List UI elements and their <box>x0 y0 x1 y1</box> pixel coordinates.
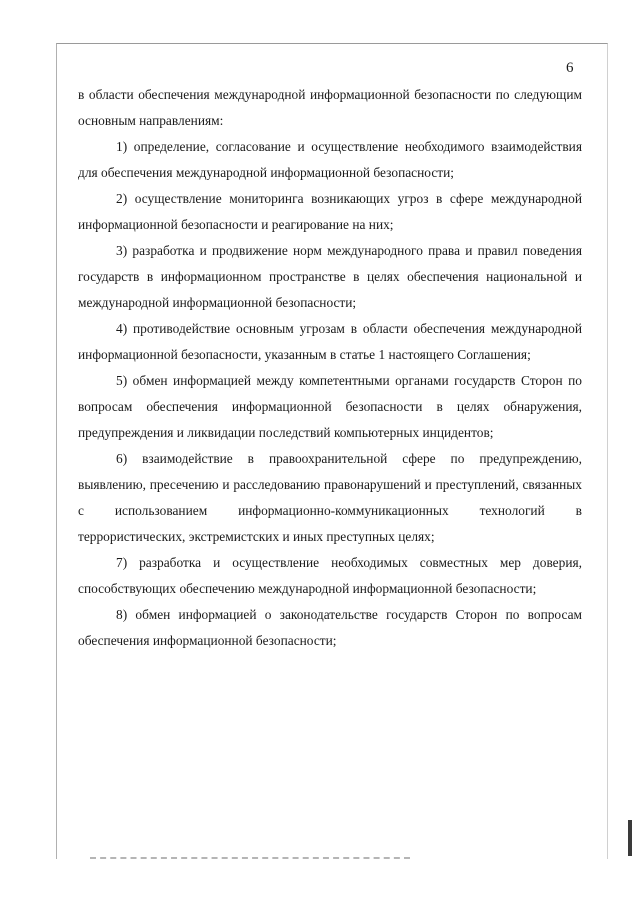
list-item-8: 8) обмен информацией о законодательстве государств Сторон по вопросам обеспечения информационной безопасности; <box>78 607 582 648</box>
list-item-2: 2) осуществление мониторинга возникающих угроз в сфере международной информационной безопасности и реагирование на них; <box>78 191 582 232</box>
document-body <box>78 82 582 654</box>
intro-paragraph: в области обеспечения международной информационной безопасности по следующим основным направлениям: <box>78 87 582 128</box>
list-item-4: 4) противодействие основным угрозам в области обеспечения международной информационной безопасности, указанным в статье 1 настоящего Соглашения; <box>78 321 582 362</box>
list-item-1: 1) определение, согласование и осуществление необходимого взаимодействия для обеспечения международной информационной безопасности; <box>78 139 582 180</box>
list-item-7: 7) разработка и осуществление необходимых совместных мер доверия, способствующих обеспечению международной информационной безопасности; <box>78 555 582 596</box>
scan-artifact-line <box>90 857 410 859</box>
page-number: 6 <box>566 60 574 76</box>
list-item-3: 3) разработка и продвижение норм международного права и правил поведения государств в информационном пространстве в целях обеспечения национальной и международной информационной безопасности; <box>78 243 582 310</box>
list-item-5: 5) обмен информацией между компетентными органами государств Сторон по вопросам обеспечения информационной безопасности в целях обнаружения, предупреждения и ликвидации последствий компьютерных инцидентов; <box>78 373 582 440</box>
list-item-6: 6) взаимодействие в правоохранительной сфере по предупреждению, выявлению, пресечению и расследованию правонарушений и преступлений, связанных с использованием информационно-коммуникационных технологий в террористических, экстремистских и иных преступных целях; <box>78 451 582 544</box>
scan-edge-mark <box>628 820 632 856</box>
